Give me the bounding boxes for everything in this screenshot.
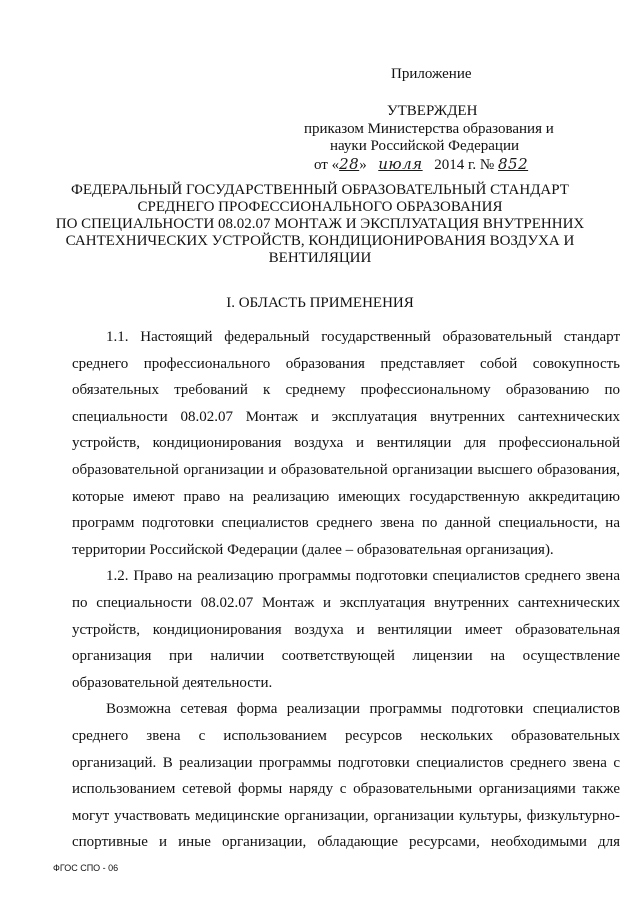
paragraph-line: образовательной деятельности.: [72, 674, 273, 691]
paragraph-line: территории Российской Федерации (далее – образовательная организация).: [72, 541, 554, 558]
handwritten-day: 28: [339, 155, 360, 173]
order-date-line: [314, 154, 528, 176]
year-text: 2014 г. №: [430, 157, 498, 173]
paragraph-line: по специальности 08.02.07 Монтаж и эксплуатация внутренних сантехнических: [72, 594, 620, 611]
date-mid: »: [359, 157, 371, 173]
paragraph-line: спортивные и иные организации, обладающие ресурсами, необходимыми для: [72, 834, 620, 851]
title-line: СРЕДНЕГО ПРОФЕССИОНАЛЬНОГО ОБРАЗОВАНИЯ: [137, 199, 503, 215]
paragraph-line: организаций. В реализации программы подготовки специалистов среднего звена с: [72, 754, 620, 771]
paragraph-line: обязательных требований к среднему профессиональному образованию по: [72, 382, 620, 399]
title-line: САНТЕХНИЧЕСКИХ УСТРОЙСТВ, КОНДИЦИОНИРОВАНИЯ ВОЗДУХА И: [65, 233, 575, 249]
paragraph-line: устройств, кондиционирования воздуха и вентиляции имеет образовательная: [72, 621, 620, 638]
handwritten-month: июля: [378, 155, 423, 173]
appendix-label: Приложение: [391, 66, 472, 82]
body-text: [72, 324, 620, 856]
paragraph-line: среднего профессионального образования представляет собой совокупность: [72, 355, 620, 372]
order-line-2: науки Российской Федерации: [330, 138, 520, 154]
paragraph-line: устройств, кондиционирования воздуха и вентиляции для профессиональной: [72, 435, 620, 452]
title-line: ПО СПЕЦИАЛЬНОСТИ 08.02.07 МОНТАЖ И ЭКСПЛУАТАЦИЯ ВНУТРЕННИХ: [55, 216, 585, 232]
section-heading: I. ОБЛАСТЬ ПРИМЕНЕНИЯ: [226, 295, 414, 311]
paragraph-line: специальности 08.02.07 Монтаж и эксплуатация внутренних сантехнических: [72, 408, 620, 425]
paragraph-line: программ подготовки специалистов среднего звена по данной специальности, на: [72, 515, 620, 532]
title-line: ВЕНТИЛЯЦИИ: [268, 250, 372, 266]
footer-code: ФГОС СПО - 06: [53, 863, 119, 873]
document-title: [0, 182, 640, 267]
paragraph-line: 1.1. Настоящий федеральный государственный образовательный стандарт: [106, 329, 620, 345]
paragraph-line: среднего звена с использованием ресурсов нескольких образовательных: [72, 727, 620, 744]
paragraph-line: организация при наличии соответствующей лицензии на осуществление: [72, 648, 620, 665]
paragraph-line: которые имеют право на реализацию имеющих государственную аккредитацию: [72, 488, 620, 505]
handwritten-number: 852: [497, 155, 529, 173]
paragraph-line: могут участвовать медицинские организации, организации культуры, физкультурно-: [72, 807, 620, 824]
title-line: ФЕДЕРАЛЬНЫЙ ГОСУДАРСТВЕННЫЙ ОБРАЗОВАТЕЛЬНЫЙ СТАНДАРТ: [71, 182, 569, 198]
order-line-1: приказом Министерства образования и: [304, 121, 554, 137]
paragraph-line: использованием сетевой формы наряду с образовательными организациями также: [72, 781, 620, 798]
date-prefix: от «: [314, 157, 340, 173]
paragraph-line: Возможна сетевая форма реализации программы подготовки специалистов: [106, 701, 620, 718]
paragraph-line: 1.2. Право на реализацию программы подготовки специалистов среднего звена: [106, 568, 620, 585]
paragraph-line: образовательной организации и образовательной организации высшего образования,: [72, 461, 620, 478]
approved-label: УТВЕРЖДЕН: [387, 103, 478, 119]
